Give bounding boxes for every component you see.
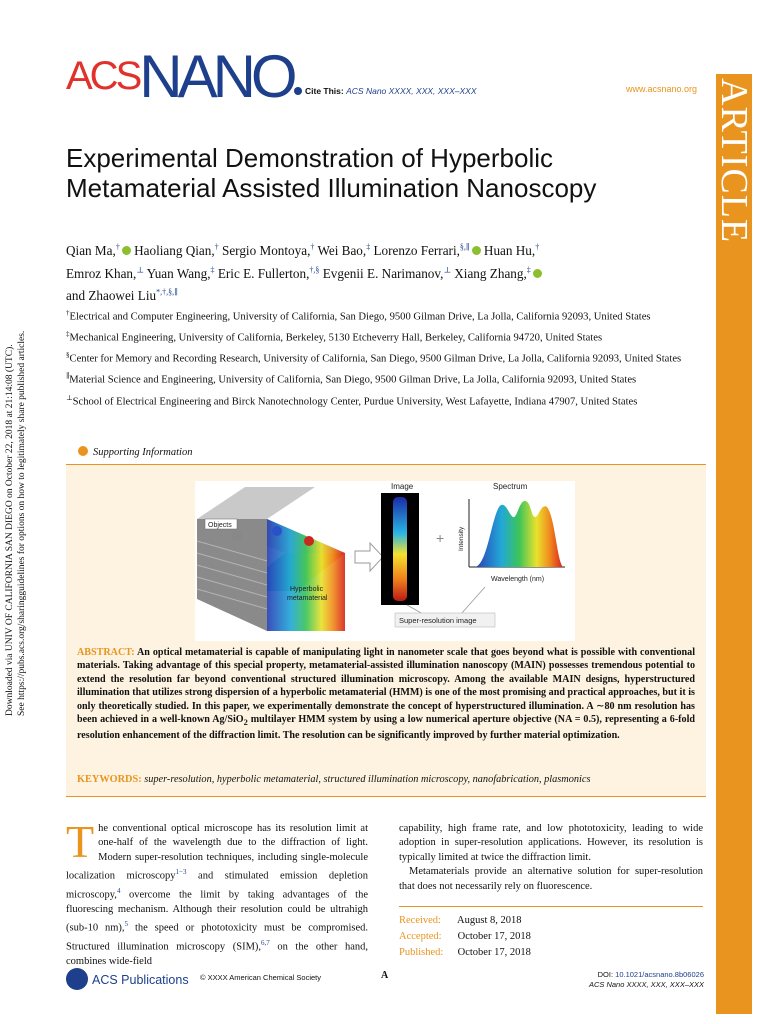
keywords-text: super-resolution, hyperbolic metamaterial, structured illumination microscopy, nanofabrication, plasmonics bbox=[144, 774, 591, 785]
abstract-label: ABSTRACT: bbox=[77, 647, 135, 658]
block-back-top bbox=[197, 487, 315, 519]
affiliation-text: Electrical and Computer Engineering, University of California, San Diego, 9500 Gilman Drive, La Jolla, California 92093, United States bbox=[69, 311, 651, 323]
abstract-part2: multilayer HMM system by using a low numerical aperture objective (NA = 0.5), representing a 6-fold resolution enhancement of the diffraction limit. The resolution can be significantly improved by further material optimization. bbox=[77, 714, 696, 742]
abstract-subscript: 2 bbox=[243, 718, 248, 728]
affiliation bbox=[66, 370, 706, 387]
author-affiliation-mark: ⊥ bbox=[136, 265, 144, 275]
spectrum-label: Spectrum bbox=[493, 482, 528, 491]
body-paragraph: capability, high frame rate, and low phototoxicity, leading to wide adoption in super-resolution applications. However, its resolution is typically limited at twice the diffraction limit. bbox=[399, 823, 703, 863]
author-name: Yuan Wang, bbox=[146, 265, 211, 281]
journal-url[interactable]: www.acsnano.org bbox=[626, 84, 698, 94]
author-list bbox=[66, 238, 706, 305]
citation-link[interactable]: 5 bbox=[124, 920, 129, 929]
image-label: Image bbox=[391, 482, 414, 491]
article-side-label: ARTICLE bbox=[713, 78, 755, 244]
affiliation bbox=[66, 307, 706, 324]
affiliation bbox=[66, 392, 706, 409]
author-name: and Zhaowei Liu bbox=[66, 288, 157, 304]
download-note bbox=[4, 296, 28, 716]
affiliation-mark: ⊥ bbox=[66, 393, 73, 402]
author[interactable] bbox=[66, 288, 178, 303]
author[interactable] bbox=[222, 243, 314, 258]
result-label: Super-resolution image bbox=[399, 616, 477, 625]
author-affiliation-mark: † bbox=[535, 243, 540, 252]
author-name: Sergio Montoya, bbox=[221, 243, 311, 259]
citation-link[interactable]: 6,7 bbox=[261, 939, 270, 948]
received-row bbox=[399, 913, 703, 929]
author[interactable] bbox=[134, 243, 219, 258]
author[interactable] bbox=[374, 243, 481, 258]
author-affiliation-mark: ⊥ bbox=[443, 265, 451, 275]
body-text: he conventional optical microscope has its resolution limit at one-half of the wavelength due to the diffraction of light. Modern super-resolution techniques, including single-molecule localization microscopy bbox=[66, 823, 368, 882]
author[interactable] bbox=[484, 243, 539, 258]
objects-label: Objects bbox=[208, 522, 232, 529]
acs-publications-logo[interactable] bbox=[66, 968, 189, 990]
supporting-info-label: Supporting Information bbox=[93, 447, 193, 458]
object-gray-sphere bbox=[232, 531, 242, 541]
author-name: Wei Bao, bbox=[317, 243, 367, 259]
body-column-right bbox=[399, 822, 703, 894]
affiliation-text: Material Science and Engineering, University of California, San Diego, 9500 Gilman Drive, La Jolla, California 92093, United States bbox=[69, 374, 637, 386]
published-date: October 17, 2018 bbox=[457, 947, 531, 958]
author-affiliation-mark: ‡ bbox=[526, 265, 531, 275]
download-note-line1: Downloaded via UNIV OF CALIFORNIA SAN DIEGO on October 22, 2018 at 21:14:08 (UTC). bbox=[5, 344, 15, 716]
affiliation-mark: § bbox=[66, 351, 70, 360]
author-name: Lorenzo Ferrari, bbox=[373, 243, 460, 259]
toc-graphic-svg bbox=[195, 481, 575, 641]
author[interactable] bbox=[147, 266, 215, 281]
hmm-label-2: metamaterial bbox=[287, 595, 328, 602]
author[interactable] bbox=[317, 243, 370, 258]
author-name: Evgenii E. Narimanov, bbox=[322, 265, 444, 281]
accepted-row bbox=[399, 929, 703, 945]
affiliation-mark: ‡ bbox=[66, 330, 70, 339]
accepted-date: October 17, 2018 bbox=[457, 931, 531, 942]
logo-nano-text: NANO bbox=[139, 43, 293, 110]
download-note-line2: See https://pubs.acs.org/sharingguidelines for options on how to legitimately share published articles. bbox=[17, 330, 27, 716]
affiliation-text: Mechanical Engineering, University of California, Berkeley, 5130 Etcheverry Hall, Berkeley, California 94720, United States bbox=[69, 332, 603, 344]
acs-badge-icon bbox=[66, 968, 88, 990]
author[interactable] bbox=[218, 266, 320, 281]
author-affiliation-mark: ‡ bbox=[366, 243, 371, 252]
author-name: Xiang Zhang, bbox=[454, 265, 527, 281]
affiliation bbox=[66, 349, 706, 366]
author-name: Huan Hu, bbox=[483, 243, 536, 259]
wavelength-axis-label: Wavelength (nm) bbox=[491, 576, 545, 583]
copyright: © XXXX American Chemical Society bbox=[200, 973, 321, 982]
affiliation-mark: † bbox=[66, 309, 70, 317]
affiliation-mark: ∥ bbox=[66, 372, 70, 381]
image-spectral-strip bbox=[393, 497, 407, 601]
author-name: Eric E. Fullerton, bbox=[217, 265, 310, 281]
cite-label: Cite This: bbox=[305, 86, 344, 96]
journal-logo bbox=[66, 43, 293, 110]
citation-link[interactable]: 1−3 bbox=[175, 868, 187, 877]
article-sidebar bbox=[713, 74, 755, 1014]
publication-dates bbox=[399, 906, 703, 961]
body-text: on the other hand, combines wide-field bbox=[66, 941, 368, 968]
author-name: Qian Ma, bbox=[66, 243, 116, 259]
cite-reference: ACS Nano XXXX, XXX, XXX–XXX bbox=[346, 86, 477, 96]
doi-link[interactable]: 10.1021/acsnano.8b06026 bbox=[615, 970, 704, 979]
cite-this[interactable] bbox=[294, 86, 477, 96]
supporting-info-icon bbox=[78, 446, 88, 456]
plus-sign: + bbox=[436, 530, 445, 546]
keywords-label: KEYWORDS: bbox=[77, 774, 142, 785]
intensity-axis-label: Intensity bbox=[458, 526, 465, 551]
abstract-part1: An optical metamaterial is capable of manipulating light in nanometer scale that goes beyond what is possible with conventional materials. Taking advantage of this special property, metamaterial-assisted illumination nanoscopy (MAIN) possesses tremendous potential to extend the resolution far beyond conventional structured illumination microscopy. Among the available MAIN designs, hyperstructured illumination that utilizes strong dispersion of a hyperbolic metamaterial (HMM) is one of the most promising and practical approaches, but it is only theoretically studied. In this paper, we experimentally demonstrate the concept of hyperstructured illumination. A ∼80 nm resolution has been achieved in a well-known Ag/SiO bbox=[77, 647, 695, 726]
journal-reference: ACS Nano XXXX, XXX, XXX–XXX bbox=[588, 980, 704, 989]
orcid-icon[interactable] bbox=[533, 269, 542, 278]
affiliation-text: School of Electrical Engineering and Birck Nanotechnology Center, Purdue University, West Lafayette, Indiana 47907, United States bbox=[72, 396, 638, 408]
author-affiliation-mark: † bbox=[115, 243, 120, 252]
published-row bbox=[399, 945, 703, 961]
received-label: Received: bbox=[399, 915, 441, 926]
publisher-name: ACS Publications bbox=[92, 973, 189, 987]
orcid-icon[interactable] bbox=[472, 246, 481, 255]
author-name: Haoliang Qian, bbox=[134, 243, 215, 259]
affiliations bbox=[66, 307, 706, 413]
article-title: Experimental Demonstration of Hyperbolic Metamaterial Assisted Illumination Nanoscopy bbox=[66, 143, 597, 203]
object-red-sphere bbox=[304, 536, 314, 546]
received-date: August 8, 2018 bbox=[457, 915, 522, 926]
body-text: overcome the limit by taking advantages of the fluorescing mechanism. Although their resolution could be ultrahigh (sub-10 nm), bbox=[66, 889, 368, 934]
spectrum-curve bbox=[475, 501, 563, 567]
author-affiliation-mark: † bbox=[214, 243, 219, 252]
affiliation-text: Center for Memory and Recording Research, University of California, San Diego, 9500 Gilman Drive, La Jolla, California 92093, United States bbox=[69, 353, 682, 365]
toc-graphic bbox=[195, 481, 575, 641]
doi-label: DOI: bbox=[597, 970, 614, 979]
author-affiliation-mark: §,∥ bbox=[459, 243, 470, 252]
author[interactable] bbox=[454, 266, 542, 281]
supporting-information-link[interactable] bbox=[78, 446, 192, 458]
arrow-right-icon bbox=[355, 543, 383, 571]
affiliation bbox=[66, 328, 706, 345]
orcid-icon[interactable] bbox=[122, 246, 131, 255]
accepted-label: Accepted: bbox=[399, 931, 442, 942]
author-affiliation-mark: ‡ bbox=[210, 265, 215, 275]
keywords bbox=[77, 773, 695, 786]
page-number: A bbox=[381, 970, 389, 981]
citation-link[interactable]: 4 bbox=[116, 887, 121, 896]
object-blue-sphere bbox=[272, 526, 282, 536]
author-affiliation-mark: *,†,§,∥ bbox=[156, 287, 178, 297]
logo-acs-text: ACS bbox=[66, 54, 140, 98]
author-affiliation-mark: † bbox=[310, 243, 315, 252]
author-affiliation-mark: †,§ bbox=[309, 265, 320, 275]
body-text: and stimulated emission depletion microscopy, bbox=[66, 870, 369, 901]
author-name: Emroz Khan, bbox=[66, 265, 137, 281]
author[interactable] bbox=[323, 266, 451, 281]
author[interactable] bbox=[66, 266, 144, 281]
block-rainbow-face bbox=[267, 519, 345, 631]
dropcap: T bbox=[66, 816, 95, 867]
cite-icon bbox=[294, 87, 302, 95]
author[interactable] bbox=[66, 243, 131, 258]
hmm-label-1: Hyperbolic bbox=[290, 586, 324, 593]
abstract-text bbox=[77, 646, 695, 743]
body-text: the speed or phototoxicity must be compromised. Structured illumination microscopy (SIM), bbox=[66, 922, 368, 953]
body-paragraph: Metamaterials provide an alternative solution for super-resolution that does not necessarily rely on fluorescence. bbox=[399, 866, 703, 892]
doi-block bbox=[560, 970, 704, 990]
body-column-left bbox=[66, 816, 369, 970]
published-label: Published: bbox=[399, 947, 444, 958]
